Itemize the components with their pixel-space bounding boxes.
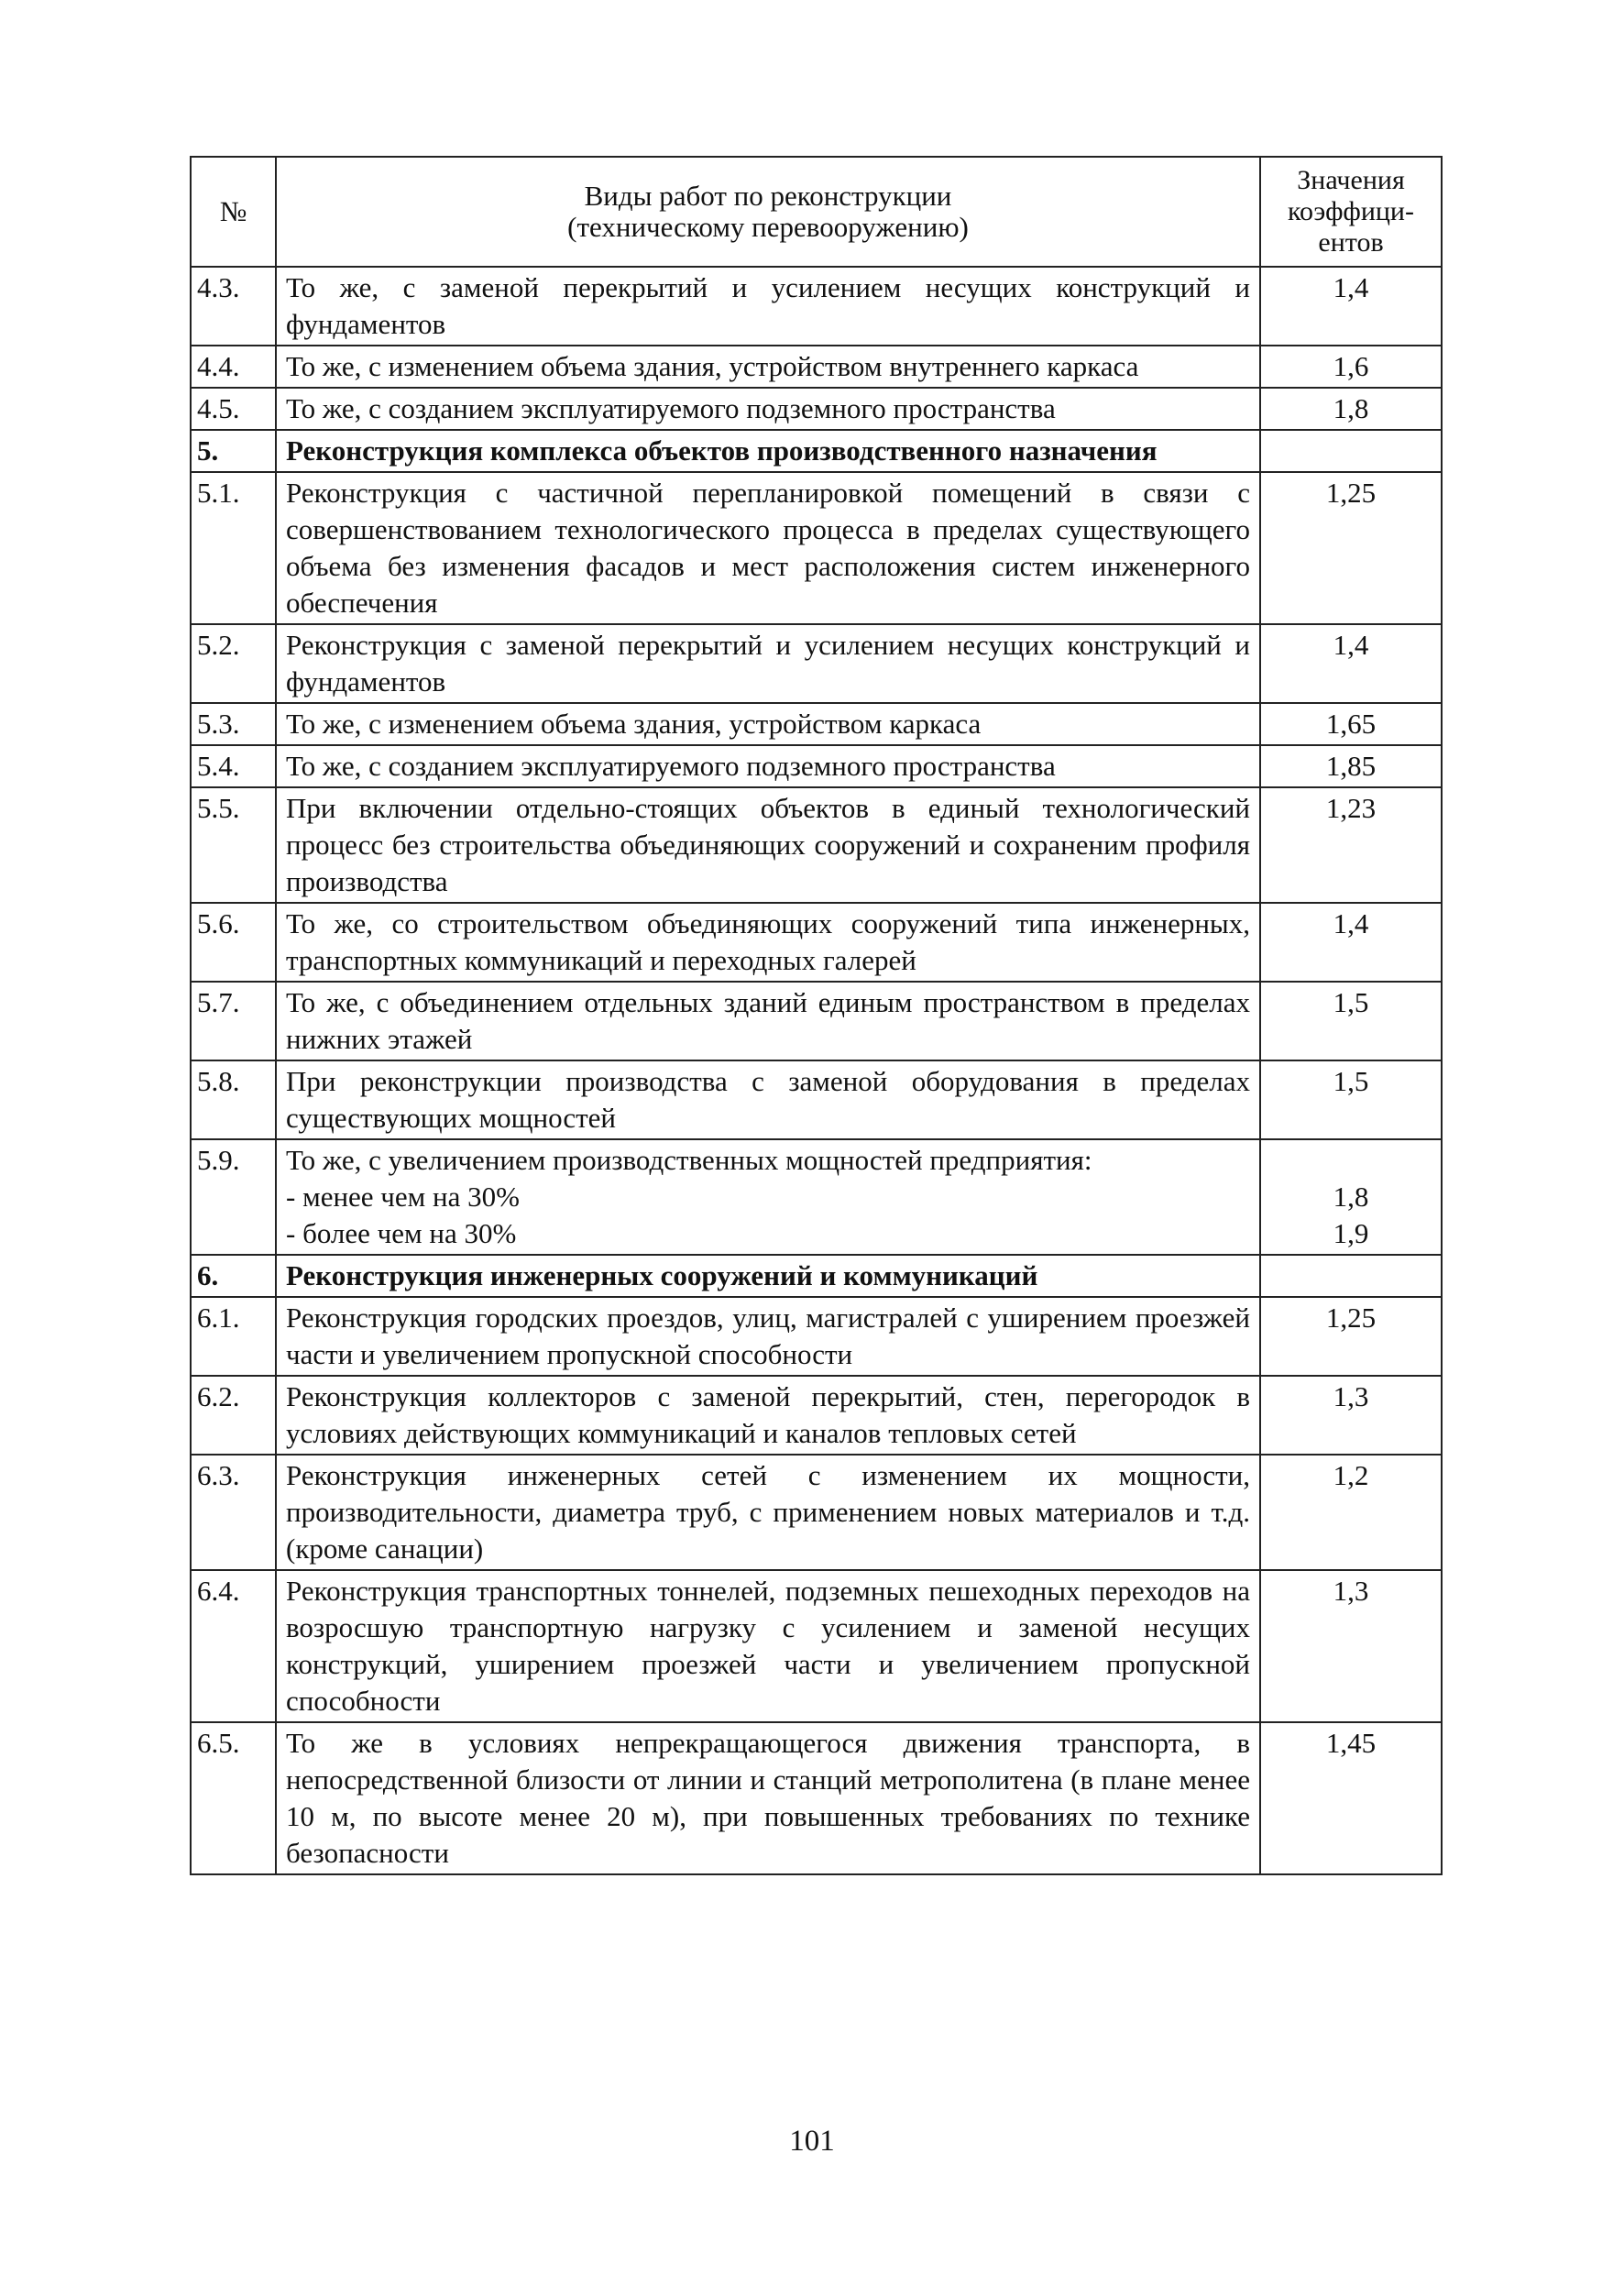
table-row (191, 1455, 1442, 1570)
section-title: Реконструкция инженерных сооружений и коммуникаций (276, 1255, 1260, 1297)
row-coefficient: 1,8 (1260, 388, 1442, 430)
row-number: 4.5. (191, 388, 276, 430)
row-description: То же, с объединением отдельных зданий единым пространством в пределах нижних этажей (276, 982, 1260, 1060)
row-number: 5.3. (191, 703, 276, 745)
row-description: То же, с изменением объема здания, устройством каркаса (276, 703, 1260, 745)
table-row (191, 745, 1442, 787)
table-row (191, 982, 1442, 1060)
row-coefficient: 1,25 (1260, 472, 1442, 624)
row-coefficient: 1,3 (1260, 1570, 1442, 1722)
table-row (191, 346, 1442, 388)
row-description-intro: То же, с увеличением производственных мощностей предприятия: (286, 1144, 1092, 1176)
row-description-subitem: - менее чем на 30% (286, 1181, 520, 1213)
row-coefficient (1260, 1139, 1442, 1255)
row-coefficient: 1,4 (1260, 267, 1442, 346)
table-row (191, 624, 1442, 703)
page-number: 101 (789, 2125, 835, 2158)
row-number: 6.3. (191, 1455, 276, 1570)
table-row (191, 1722, 1442, 1874)
row-coefficient: 1,25 (1260, 1297, 1442, 1376)
row-number: 5.7. (191, 982, 276, 1060)
table-header-row (191, 157, 1442, 267)
row-description: При включении отдельно-стоящих объектов в единый технологический процесс без строительства объединяющих сооружений и сохраненим профиля производства (276, 787, 1260, 903)
table-row (191, 903, 1442, 982)
row-number: 5.6. (191, 903, 276, 982)
row-number: 5.2. (191, 624, 276, 703)
table-row (191, 472, 1442, 624)
row-number: 5.9. (191, 1139, 276, 1255)
table-row (191, 1139, 1442, 1255)
row-description: При реконструкции производства с заменой оборудования в пределах существующих мощностей (276, 1060, 1260, 1139)
row-description: То же, с созданием эксплуатируемого подземного пространства (276, 745, 1260, 787)
coefficients-table (190, 156, 1443, 1875)
row-number: 4.3. (191, 267, 276, 346)
section-number: 6. (191, 1255, 276, 1297)
row-number: 6.5. (191, 1722, 276, 1874)
header-values-line2: коэффици- (1288, 196, 1414, 226)
header-work-types (276, 157, 1260, 267)
table-row (191, 703, 1442, 745)
row-description: Реконструкция городских проездов, улиц, магистралей с уширением проезжей части и увеличением пропускной способности (276, 1297, 1260, 1376)
row-description: Реконструкция транспортных тоннелей, подземных пешеходных переходов на возросшую транспортную нагрузку с усилением и заменой несущих конструкций, уширением проезжей части и увеличением пропускной способности (276, 1570, 1260, 1722)
table-row (191, 1376, 1442, 1455)
header-work-types-line2: (техническому перевооружению) (567, 211, 969, 243)
table-row (191, 388, 1442, 430)
row-number: 5.8. (191, 1060, 276, 1139)
row-description: Реконструкция коллекторов с заменой перекрытий, стен, перегородок в условиях действующих коммуникаций и каналов тепловых сетей (276, 1376, 1260, 1455)
row-coefficient (1260, 430, 1442, 472)
row-coefficient: 1,5 (1260, 1060, 1442, 1139)
header-work-types-line1: Виды работ по реконструкции (584, 180, 952, 212)
row-description: То же, с заменой перекрытий и усилением несущих конструкций и фундаментов (276, 267, 1260, 346)
row-description: То же, со строительством объединяющих сооружений типа инженерных, транспортных коммуникаций и переходных галерей (276, 903, 1260, 982)
header-values-line3: ентов (1318, 227, 1384, 258)
row-number: 5.5. (191, 787, 276, 903)
row-coefficient: 1,6 (1260, 346, 1442, 388)
table-row (191, 267, 1442, 346)
header-coefficient-values (1260, 157, 1442, 267)
row-coefficient-subitem: 1,8 (1333, 1181, 1369, 1213)
section-heading-row (191, 1255, 1442, 1297)
row-coefficient: 1,45 (1260, 1722, 1442, 1874)
table-row (191, 787, 1442, 903)
row-coefficient: 1,3 (1260, 1376, 1442, 1455)
row-number: 6.2. (191, 1376, 276, 1455)
row-coefficient: 1,23 (1260, 787, 1442, 903)
row-coefficient: 1,85 (1260, 745, 1442, 787)
row-number: 6.4. (191, 1570, 276, 1722)
row-description: Реконструкция инженерных сетей с изменением их мощности, производительности, диаметра труб, с применением новых материалов и т.д. (кроме санации) (276, 1455, 1260, 1570)
section-number: 5. (191, 430, 276, 472)
row-number: 4.4. (191, 346, 276, 388)
row-coefficient: 1,2 (1260, 1455, 1442, 1570)
row-description: То же, с изменением объема здания, устройством внутреннего каркаса (276, 346, 1260, 388)
row-number: 5.1. (191, 472, 276, 624)
row-description: Реконструкция с заменой перекрытий и усилением несущих конструкций и фундаментов (276, 624, 1260, 703)
row-coefficient (1260, 1255, 1442, 1297)
row-description (276, 1139, 1260, 1255)
row-coefficient: 1,4 (1260, 903, 1442, 982)
header-number: № (191, 157, 276, 267)
row-number: 5.4. (191, 745, 276, 787)
table-row (191, 1570, 1442, 1722)
table-row (191, 1060, 1442, 1139)
row-coefficient: 1,5 (1260, 982, 1442, 1060)
row-coefficient-subitem: 1,9 (1333, 1217, 1369, 1249)
row-description: То же, с созданием эксплуатируемого подземного пространства (276, 388, 1260, 430)
row-description: Реконструкция с частичной перепланировкой помещений в связи с совершенствованием технологического процесса в пределах существующего объема без изменения фасадов и мест расположения систем инженерного обеспечения (276, 472, 1260, 624)
row-description-subitem: - более чем на 30% (286, 1217, 517, 1249)
row-coefficient: 1,65 (1260, 703, 1442, 745)
row-coefficient: 1,4 (1260, 624, 1442, 703)
row-number: 6.1. (191, 1297, 276, 1376)
section-title: Реконструкция комплекса объектов производственного назначения (276, 430, 1260, 472)
row-description: То же в условиях непрекращающегося движения транспорта, в непосредственной близости от линии и станций метрополитена (в плане менее 10 м, по высоте менее 20 м), при повышенных требованиях по технике безопасности (276, 1722, 1260, 1874)
header-values-line1: Значения (1297, 165, 1405, 195)
section-heading-row (191, 430, 1442, 472)
table-row (191, 1297, 1442, 1376)
